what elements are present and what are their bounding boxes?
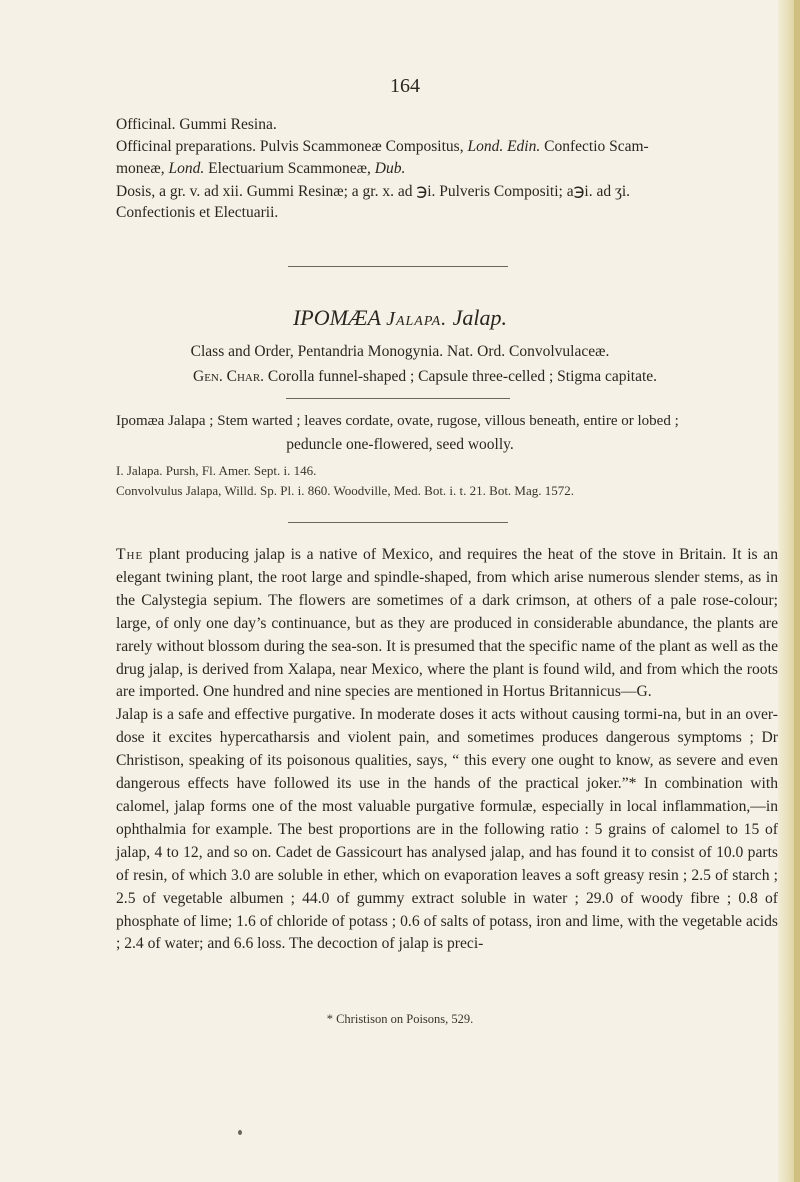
preparations-label: Officinal preparations. [116,138,257,155]
description-line-1: Ipomæa Jalapa ; Stem warted ; leaves cordate, ovate, rugose, villous beneath, entire or lobed ; [116,413,679,429]
description-line-2: peduncle one-flowered, seed woolly. [286,436,514,453]
preparations-source-1: Lond. Edin. [467,138,541,155]
preparations-line-2 [116,160,405,178]
body-text [116,544,778,956]
species-name: Jalapa. [386,308,448,330]
page-number: 164 [390,75,420,97]
preparations-text-1: Pulvis Scammoneæ Compositus, [256,138,468,155]
preparations-text-4: Electuarium Scammoneæ, [204,160,375,177]
generic-character-label: Gen. Char. [193,368,265,385]
common-name: Jalap. [452,305,508,330]
ink-speck [238,1130,242,1135]
paragraph-1 [116,544,778,704]
heading-divider [286,398,510,399]
class-order-line: Class and Order, Pentandria Monogynia. Nat. Ord. Convolvulaceæ. [190,343,610,360]
paragraph-opening-word: The [116,546,144,563]
description-divider [288,522,508,523]
section-divider [288,266,508,267]
preparations-source-3: Dub. [374,160,406,177]
preparations-text-2: Confectio Scam- [540,138,649,155]
preparations-source-2: Lond. [168,160,205,177]
footnote: * Christison on Poisons, 529. [326,1012,474,1026]
officinal-line: Officinal. Gummi Resina. [116,116,277,133]
paragraph-1-text: plant producing jalap is a native of Mexico, and requires the heat of the stove in Britain. It is an elegant twining plant, the root large and spindle-shaped, from which arise numerous slender stems, as in the Calystegia sepium. The flowers are sometimes of a dark crimson, at others of a pale rose-colour; large, of only one day’s continuance, but as they are produced in considerable abundance, the plants are rarely without blossom during the sea-son. It is presumed that the specific name of the plant as well as the drug jalap, is derived from Xalapa, near Mexico, where the plant is found wild, and from which the roots are imported. One hundred and nine species are mentioned in Hortus Britannicus—G. [116,546,778,701]
synonym-1: I. Jalapa. Pursh, Fl. Amer. Sept. i. 146. [116,463,317,478]
dosis-line-2: Confectionis et Electuarii. [116,204,279,221]
page-edge-shadow [794,0,800,1182]
plant-title [0,305,800,331]
paragraph-2: Jalap is a safe and effective purgative. In moderate doses it acts without causing tormi-na, but in an over-dose it excites hypercatharsis and violent pain, and sometimes produces dangerous symptoms ; Dr Christison, speaking of its poisonous qualities, says, “ this every one ought to know, as severe and even dangerous effects have followed its use in the hands of the practical joker.”* In combination with calomel, jalap forms one of the most valuable purgative formulæ, especially in local inflammation,—in ophthalmia for example. The best proportions are in the following ratio : 5 grains of calomel to 15 of jalap, 4 to 12, and so on. Cadet de Gassicourt has analysed jalap, and has found it to consist of 10.0 parts of resin, of which 3.0 are soluble in ether, which on evaporation leaves a soft greasy resin ; 2.5 of starch ; 2.5 of vegetable albumen ; 44.0 of gummy extract soluble in water ; 29.0 of woody fibre ; 0.8 of phosphate of lime; 1.6 of chloride of potass ; 0.6 of salts of potass, iron and lime, with the vegetable acids ; 2.4 of water; and 6.6 loss. The decoction of jalap is preci- [116,706,778,953]
preparations-line-1 [116,138,649,156]
synonym-2: Convolvulus Jalapa, Willd. Sp. Pl. i. 860. Woodville, Med. Bot. i. t. 21. Bot. Mag. 1572. [116,483,575,498]
generic-character-text: Corolla funnel-shaped ; Capsule three-celled ; Stigma capitate. [267,368,658,385]
dosis-line: Dosis, a gr. v. ad xii. Gummi Resinæ; a gr. x. ad ℈i. Pulveris Compositi; a℈i. ad ʒi. [116,183,631,200]
generic-character [193,368,657,386]
genus-name: IPOMÆA [292,305,381,330]
preparations-text-3: moneæ, [116,160,169,177]
